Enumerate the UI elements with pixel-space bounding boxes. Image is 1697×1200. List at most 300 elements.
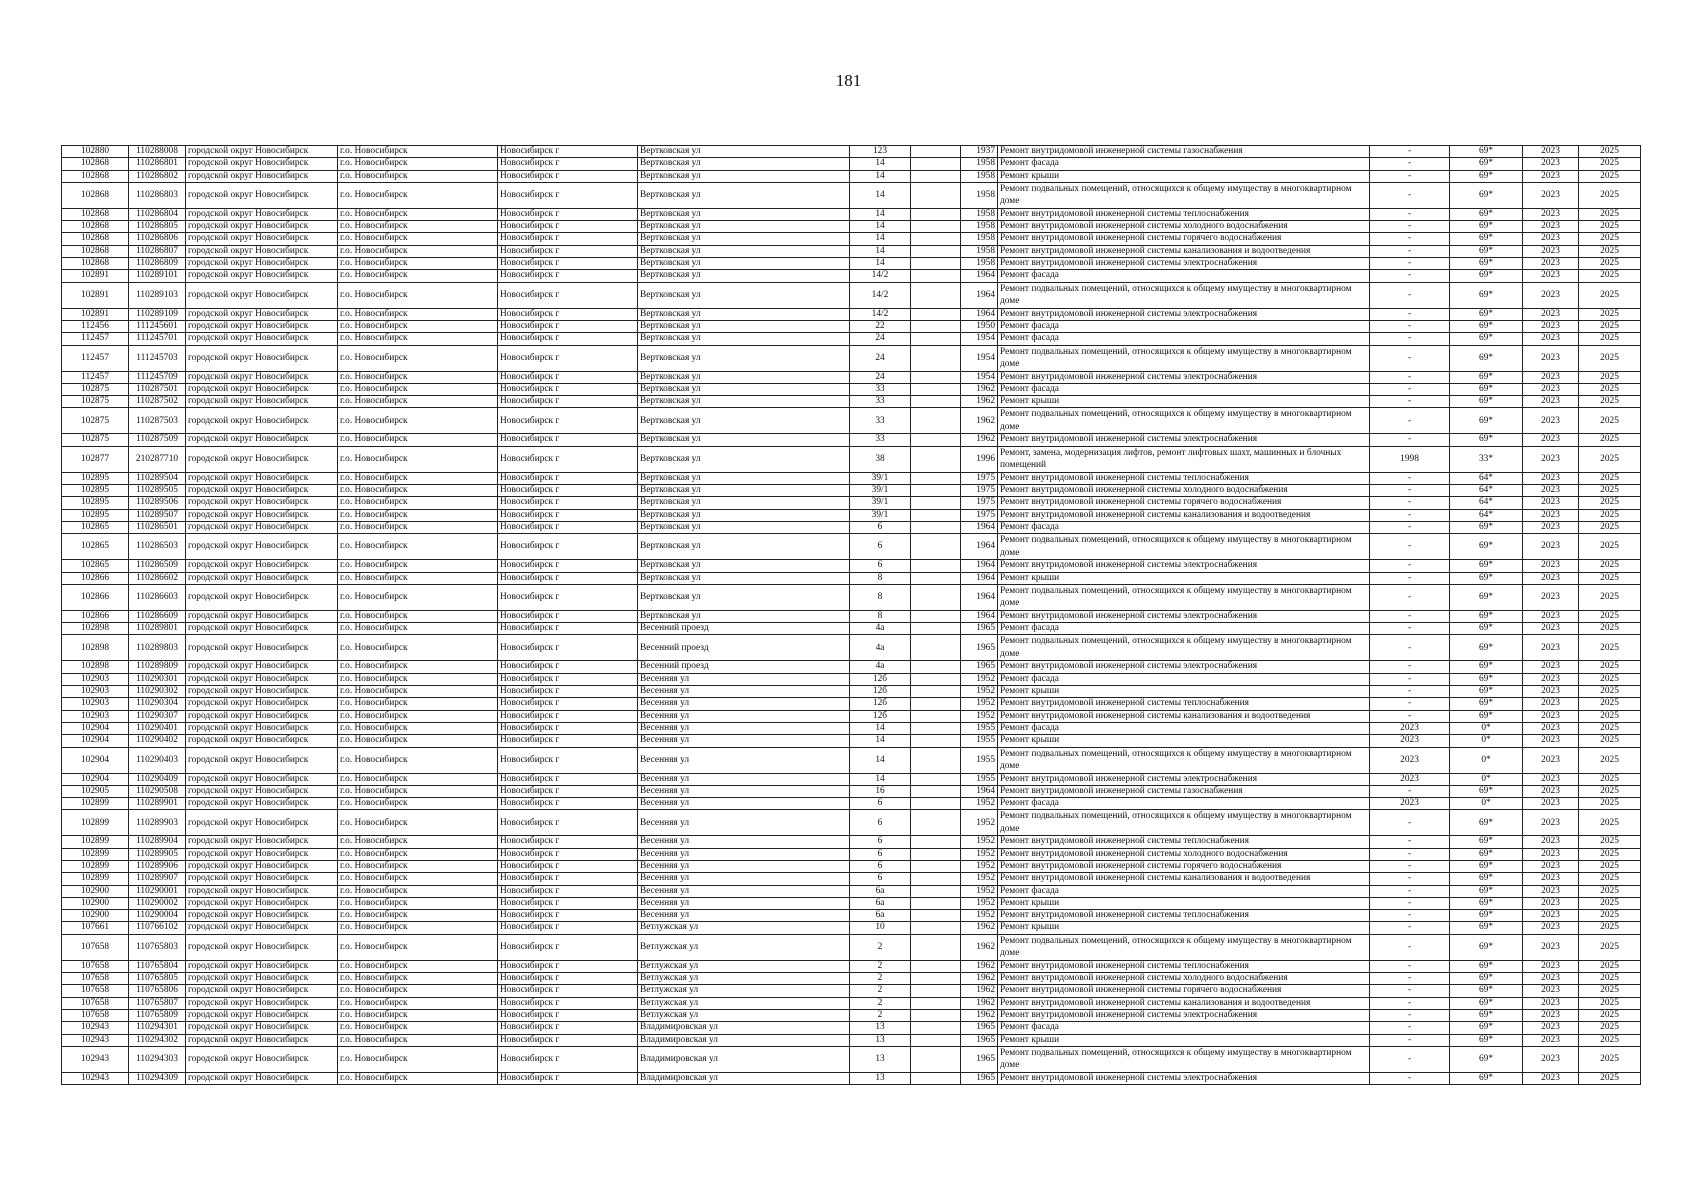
cell-locality: Новосибирск г (498, 221, 638, 233)
cell-house-id: 107658 (62, 1009, 129, 1021)
cell-house-id: 102895 (62, 497, 129, 509)
cell-house-id: 112457 (62, 345, 129, 371)
cell-plan-end-year: 2025 (1579, 208, 1641, 220)
cell-settlement: г.о. Новосибирск (338, 1034, 498, 1046)
cell-year-built: 1950 (961, 320, 998, 332)
cell-building (911, 1034, 961, 1046)
cell-house-number: 14 (850, 158, 911, 170)
cell-house-id: 102943 (62, 1022, 129, 1034)
cell-settlement: г.о. Новосибирск (338, 934, 498, 960)
cell-work-type: Ремонт внутридомовой инженерной системы электроснабжения (998, 1009, 1370, 1021)
cell-locality: Новосибирск г (498, 1034, 638, 1046)
cell-locality: Новосибирск г (498, 860, 638, 872)
cell-settlement: г.о. Новосибирск (338, 960, 498, 972)
cell-plan-end-year: 2025 (1579, 170, 1641, 182)
cell-house-number: 4а (850, 623, 911, 635)
cell-year-built: 1962 (961, 985, 998, 997)
cell-building (911, 233, 961, 245)
cell-settlement: г.о. Новосибирск (338, 182, 498, 208)
cell-street: Весенняя ул (638, 798, 850, 810)
cell-plan-start-year: 2023 (1523, 910, 1579, 922)
cell-house-number: 14/2 (850, 282, 911, 308)
cell-last-repair-year: - (1370, 848, 1450, 860)
cell-last-repair-year: - (1370, 497, 1450, 509)
cell-last-repair-year: - (1370, 158, 1450, 170)
cell-work-id: 110290508 (129, 785, 186, 797)
cell-year-built: 1962 (961, 408, 998, 434)
cell-plan-end-year: 2025 (1579, 308, 1641, 320)
cell-work-type: Ремонт фасада (998, 320, 1370, 332)
cell-plan-end-year: 2025 (1579, 973, 1641, 985)
cell-last-repair-year: 2023 (1370, 735, 1450, 747)
cell-work-id: 110286503 (129, 534, 186, 560)
table-row (62, 221, 1641, 233)
cell-work-id: 110290409 (129, 773, 186, 785)
cell-year-built: 1952 (961, 710, 998, 722)
cell-year-built: 1952 (961, 836, 998, 848)
cell-house-id: 102895 (62, 485, 129, 497)
cell-wear-percent: 69* (1450, 245, 1523, 257)
cell-street: Весенняя ул (638, 735, 850, 747)
cell-house-number: 6 (850, 873, 911, 885)
cell-municipal-district: городской округ Новосибирск (186, 345, 338, 371)
cell-locality: Новосибирск г (498, 383, 638, 395)
cell-municipal-district: городской округ Новосибирск (186, 810, 338, 836)
cell-wear-percent: 69* (1450, 396, 1523, 408)
cell-settlement: г.о. Новосибирск (338, 747, 498, 773)
cell-street: Вертковская ул (638, 333, 850, 345)
cell-last-repair-year: - (1370, 233, 1450, 245)
cell-locality: Новосибирск г (498, 1009, 638, 1021)
table-row (62, 997, 1641, 1009)
cell-municipal-district: городской округ Новосибирск (186, 747, 338, 773)
cell-settlement: г.о. Новосибирск (338, 785, 498, 797)
cell-work-id: 111245703 (129, 345, 186, 371)
cell-municipal-district: городской округ Новосибирск (186, 897, 338, 909)
cell-municipal-district: городской округ Новосибирск (186, 1046, 338, 1072)
cell-plan-end-year: 2025 (1579, 810, 1641, 836)
cell-house-id: 102904 (62, 747, 129, 773)
cell-wear-percent: 69* (1450, 661, 1523, 673)
cell-last-repair-year: - (1370, 960, 1450, 972)
cell-work-type: Ремонт подвальных помещений, относящихся к общему имуществу в многоквартирном доме (998, 1046, 1370, 1072)
cell-municipal-district: городской округ Новосибирск (186, 1022, 338, 1034)
cell-street: Вертковская ул (638, 509, 850, 521)
cell-settlement: г.о. Новосибирск (338, 509, 498, 521)
cell-house-id: 102895 (62, 509, 129, 521)
cell-house-number: 33 (850, 396, 911, 408)
cell-plan-start-year: 2023 (1523, 985, 1579, 997)
cell-street: Ветлужская ул (638, 997, 850, 1009)
cell-house-id: 102943 (62, 1072, 129, 1084)
cell-building (911, 146, 961, 158)
cell-plan-end-year: 2025 (1579, 383, 1641, 395)
cell-building (911, 885, 961, 897)
table-row (62, 434, 1641, 446)
table-row (62, 1009, 1641, 1021)
cell-building (911, 521, 961, 533)
cell-plan-start-year: 2023 (1523, 635, 1579, 661)
cell-settlement: г.о. Новосибирск (338, 698, 498, 710)
cell-settlement: г.о. Новосибирск (338, 623, 498, 635)
cell-house-id: 102900 (62, 910, 129, 922)
cell-building (911, 922, 961, 934)
cell-locality: Новосибирск г (498, 560, 638, 572)
cell-municipal-district: городской округ Новосибирск (186, 308, 338, 320)
cell-year-built: 1955 (961, 773, 998, 785)
cell-year-built: 1958 (961, 158, 998, 170)
cell-building (911, 698, 961, 710)
cell-building (911, 1046, 961, 1072)
cell-year-built: 1958 (961, 221, 998, 233)
cell-house-id: 102868 (62, 182, 129, 208)
cell-plan-end-year: 2025 (1579, 910, 1641, 922)
table-row (62, 333, 1641, 345)
cell-house-id: 102880 (62, 146, 129, 158)
cell-municipal-district: городской округ Новосибирск (186, 1072, 338, 1084)
cell-settlement: г.о. Новосибирск (338, 661, 498, 673)
cell-plan-start-year: 2023 (1523, 282, 1579, 308)
cell-settlement: г.о. Новосибирск (338, 686, 498, 698)
cell-year-built: 1955 (961, 735, 998, 747)
cell-settlement: г.о. Новосибирск (338, 673, 498, 685)
cell-building (911, 509, 961, 521)
cell-settlement: г.о. Новосибирск (338, 1022, 498, 1034)
cell-building (911, 710, 961, 722)
cell-work-type: Ремонт подвальных помещений, относящихся к общему имуществу в многоквартирном доме (998, 747, 1370, 773)
cell-street: Вертковская ул (638, 534, 850, 560)
cell-locality: Новосибирск г (498, 960, 638, 972)
cell-year-built: 1965 (961, 623, 998, 635)
cell-house-number: 14/2 (850, 270, 911, 282)
cell-house-id: 102904 (62, 722, 129, 734)
cell-work-type: Ремонт крыши (998, 396, 1370, 408)
cell-building (911, 610, 961, 622)
cell-last-repair-year: - (1370, 434, 1450, 446)
cell-wear-percent: 69* (1450, 1072, 1523, 1084)
cell-last-repair-year: - (1370, 221, 1450, 233)
cell-last-repair-year: - (1370, 686, 1450, 698)
table-row (62, 873, 1641, 885)
cell-last-repair-year: - (1370, 610, 1450, 622)
cell-municipal-district: городской округ Новосибирск (186, 270, 338, 282)
table-row (62, 747, 1641, 773)
cell-municipal-district: городской округ Новосибирск (186, 146, 338, 158)
cell-building (911, 560, 961, 572)
cell-year-built: 1952 (961, 673, 998, 685)
cell-wear-percent: 69* (1450, 897, 1523, 909)
cell-house-number: 6 (850, 860, 911, 872)
cell-plan-end-year: 2025 (1579, 572, 1641, 584)
cell-building (911, 396, 961, 408)
cell-building (911, 1072, 961, 1084)
cell-house-number: 4а (850, 635, 911, 661)
cell-municipal-district: городской округ Новосибирск (186, 446, 338, 472)
cell-house-number: 6а (850, 910, 911, 922)
cell-plan-end-year: 2025 (1579, 282, 1641, 308)
cell-work-id: 110289905 (129, 848, 186, 860)
cell-house-id: 102868 (62, 245, 129, 257)
cell-wear-percent: 64* (1450, 509, 1523, 521)
cell-locality: Новосибирск г (498, 485, 638, 497)
table-row (62, 497, 1641, 509)
cell-house-id: 107658 (62, 985, 129, 997)
cell-house-number: 123 (850, 146, 911, 158)
cell-plan-end-year: 2025 (1579, 333, 1641, 345)
cell-house-number: 12б (850, 686, 911, 698)
cell-locality: Новосибирск г (498, 521, 638, 533)
cell-work-type: Ремонт крыши (998, 170, 1370, 182)
cell-last-repair-year: - (1370, 885, 1450, 897)
cell-wear-percent: 69* (1450, 158, 1523, 170)
cell-plan-start-year: 2023 (1523, 396, 1579, 408)
table-row (62, 1046, 1641, 1072)
cell-plan-start-year: 2023 (1523, 371, 1579, 383)
cell-street: Вертковская ул (638, 610, 850, 622)
cell-street: Весенняя ул (638, 773, 850, 785)
cell-wear-percent: 0* (1450, 747, 1523, 773)
cell-year-built: 1962 (961, 997, 998, 1009)
cell-year-built: 1965 (961, 1046, 998, 1072)
cell-building (911, 973, 961, 985)
cell-wear-percent: 69* (1450, 698, 1523, 710)
cell-building (911, 434, 961, 446)
cell-locality: Новосибирск г (498, 610, 638, 622)
table-row (62, 383, 1641, 395)
cell-year-built: 1964 (961, 308, 998, 320)
cell-wear-percent: 69* (1450, 282, 1523, 308)
cell-municipal-district: городской округ Новосибирск (186, 560, 338, 572)
cell-last-repair-year: - (1370, 320, 1450, 332)
cell-last-repair-year: - (1370, 245, 1450, 257)
cell-last-repair-year: - (1370, 810, 1450, 836)
cell-locality: Новосибирск г (498, 534, 638, 560)
cell-house-id: 102899 (62, 798, 129, 810)
cell-municipal-district: городской округ Новосибирск (186, 960, 338, 972)
cell-year-built: 1954 (961, 371, 998, 383)
table-row (62, 610, 1641, 622)
cell-plan-end-year: 2025 (1579, 560, 1641, 572)
cell-street: Весенняя ул (638, 698, 850, 710)
cell-locality: Новосибирск г (498, 345, 638, 371)
cell-last-repair-year: - (1370, 973, 1450, 985)
cell-house-number: 33 (850, 434, 911, 446)
cell-street: Весенняя ул (638, 686, 850, 698)
cell-plan-end-year: 2025 (1579, 1034, 1641, 1046)
cell-settlement: г.о. Новосибирск (338, 1072, 498, 1084)
cell-year-built: 1962 (961, 434, 998, 446)
cell-wear-percent: 69* (1450, 320, 1523, 332)
cell-locality: Новосибирск г (498, 885, 638, 897)
cell-street: Вертковская ул (638, 182, 850, 208)
cell-settlement: г.о. Новосибирск (338, 560, 498, 572)
cell-last-repair-year: - (1370, 485, 1450, 497)
cell-work-id: 110287501 (129, 383, 186, 395)
cell-work-id: 110286804 (129, 208, 186, 220)
table-row (62, 158, 1641, 170)
cell-street: Вертковская ул (638, 434, 850, 446)
cell-wear-percent: 69* (1450, 270, 1523, 282)
cell-municipal-district: городской округ Новосибирск (186, 170, 338, 182)
cell-plan-end-year: 2025 (1579, 182, 1641, 208)
cell-plan-end-year: 2025 (1579, 698, 1641, 710)
cell-plan-end-year: 2025 (1579, 785, 1641, 797)
cell-house-number: 13 (850, 1046, 911, 1072)
cell-municipal-district: городской округ Новосибирск (186, 371, 338, 383)
cell-settlement: г.о. Новосибирск (338, 383, 498, 395)
cell-street: Весенняя ул (638, 747, 850, 773)
cell-plan-end-year: 2025 (1579, 509, 1641, 521)
cell-plan-start-year: 2023 (1523, 208, 1579, 220)
cell-year-built: 1964 (961, 521, 998, 533)
table-row (62, 446, 1641, 472)
cell-street: Ветлужская ул (638, 934, 850, 960)
cell-wear-percent: 69* (1450, 610, 1523, 622)
cell-street: Вертковская ул (638, 146, 850, 158)
cell-settlement: г.о. Новосибирск (338, 258, 498, 270)
cell-last-repair-year: - (1370, 897, 1450, 909)
cell-house-id: 102868 (62, 258, 129, 270)
cell-house-number: 39/1 (850, 497, 911, 509)
table-row (62, 934, 1641, 960)
cell-house-id: 112457 (62, 371, 129, 383)
cell-house-number: 6 (850, 810, 911, 836)
cell-plan-start-year: 2023 (1523, 773, 1579, 785)
cell-work-id: 110765803 (129, 934, 186, 960)
cell-settlement: г.о. Новосибирск (338, 521, 498, 533)
cell-last-repair-year: - (1370, 661, 1450, 673)
cell-house-id: 102866 (62, 584, 129, 610)
cell-building (911, 485, 961, 497)
cell-work-type: Ремонт внутридомовой инженерной системы теплоснабжения (998, 698, 1370, 710)
cell-year-built: 1952 (961, 798, 998, 810)
cell-settlement: г.о. Новосибирск (338, 710, 498, 722)
cell-year-built: 1955 (961, 747, 998, 773)
table-row (62, 320, 1641, 332)
cell-municipal-district: городской округ Новосибирск (186, 910, 338, 922)
cell-plan-start-year: 2023 (1523, 873, 1579, 885)
cell-wear-percent: 0* (1450, 798, 1523, 810)
cell-building (911, 408, 961, 434)
cell-plan-end-year: 2025 (1579, 623, 1641, 635)
cell-municipal-district: городской округ Новосибирск (186, 396, 338, 408)
cell-work-id: 110286803 (129, 182, 186, 208)
cell-street: Вертковская ул (638, 521, 850, 533)
cell-locality: Новосибирск г (498, 973, 638, 985)
cell-plan-start-year: 2023 (1523, 408, 1579, 434)
cell-last-repair-year: - (1370, 333, 1450, 345)
cell-house-number: 2 (850, 1009, 911, 1021)
table-row (62, 245, 1641, 257)
cell-locality: Новосибирск г (498, 985, 638, 997)
cell-municipal-district: городской округ Новосибирск (186, 735, 338, 747)
cell-house-number: 6 (850, 560, 911, 572)
cell-settlement: г.о. Новосибирск (338, 333, 498, 345)
cell-settlement: г.о. Новосибирск (338, 910, 498, 922)
cell-plan-end-year: 2025 (1579, 233, 1641, 245)
cell-municipal-district: городской округ Новосибирск (186, 584, 338, 610)
cell-house-id: 102875 (62, 396, 129, 408)
cell-wear-percent: 69* (1450, 922, 1523, 934)
cell-plan-end-year: 2025 (1579, 1022, 1641, 1034)
cell-plan-start-year: 2023 (1523, 710, 1579, 722)
table-row (62, 396, 1641, 408)
cell-work-type: Ремонт внутридомовой инженерной системы теплоснабжения (998, 208, 1370, 220)
cell-locality: Новосибирск г (498, 282, 638, 308)
cell-street: Весенняя ул (638, 873, 850, 885)
cell-work-id: 110289505 (129, 485, 186, 497)
cell-plan-start-year: 2023 (1523, 934, 1579, 960)
cell-last-repair-year: - (1370, 308, 1450, 320)
cell-street: Вертковская ул (638, 485, 850, 497)
cell-settlement: г.о. Новосибирск (338, 308, 498, 320)
cell-settlement: г.о. Новосибирск (338, 221, 498, 233)
cell-wear-percent: 69* (1450, 873, 1523, 885)
cell-plan-end-year: 2025 (1579, 710, 1641, 722)
cell-plan-end-year: 2025 (1579, 773, 1641, 785)
cell-municipal-district: городской округ Новосибирск (186, 934, 338, 960)
cell-wear-percent: 69* (1450, 785, 1523, 797)
cell-work-id: 110289904 (129, 836, 186, 848)
cell-wear-percent: 69* (1450, 383, 1523, 395)
cell-work-type: Ремонт внутридомовой инженерной системы электроснабжения (998, 371, 1370, 383)
table-row (62, 182, 1641, 208)
cell-building (911, 897, 961, 909)
cell-house-number: 12б (850, 710, 911, 722)
table-row (62, 534, 1641, 560)
cell-house-number: 24 (850, 345, 911, 371)
cell-building (911, 497, 961, 509)
cell-year-built: 1958 (961, 233, 998, 245)
cell-building (911, 722, 961, 734)
table-row (62, 623, 1641, 635)
cell-work-type: Ремонт внутридомовой инженерной системы канализования и водоотведения (998, 997, 1370, 1009)
cell-building (911, 270, 961, 282)
cell-settlement: г.о. Новосибирск (338, 572, 498, 584)
cell-locality: Новосибирск г (498, 320, 638, 332)
cell-house-number: 14 (850, 258, 911, 270)
cell-last-repair-year: - (1370, 146, 1450, 158)
table-row (62, 170, 1641, 182)
table-row (62, 773, 1641, 785)
cell-house-id: 102891 (62, 282, 129, 308)
cell-building (911, 836, 961, 848)
table-row (62, 635, 1641, 661)
table-row (62, 710, 1641, 722)
table-row (62, 509, 1641, 521)
cell-street: Вертковская ул (638, 233, 850, 245)
cell-work-type: Ремонт подвальных помещений, относящихся к общему имуществу в многоквартирном доме (998, 584, 1370, 610)
cell-house-number: 22 (850, 320, 911, 332)
cell-year-built: 1958 (961, 182, 998, 208)
cell-municipal-district: городской округ Новосибирск (186, 997, 338, 1009)
cell-plan-end-year: 2025 (1579, 245, 1641, 257)
cell-house-number: 12б (850, 698, 911, 710)
cell-plan-start-year: 2023 (1523, 333, 1579, 345)
cell-plan-end-year: 2025 (1579, 1046, 1641, 1072)
cell-wear-percent: 69* (1450, 534, 1523, 560)
cell-work-type: Ремонт внутридомовой инженерной системы электроснабжения (998, 1072, 1370, 1084)
cell-plan-start-year: 2023 (1523, 623, 1579, 635)
table-row (62, 698, 1641, 710)
cell-work-type: Ремонт внутридомовой инженерной системы холодного водоснабжения (998, 485, 1370, 497)
cell-last-repair-year: - (1370, 509, 1450, 521)
cell-municipal-district: городской округ Новосибирск (186, 873, 338, 885)
cell-house-id: 102899 (62, 836, 129, 848)
cell-wear-percent: 33* (1450, 446, 1523, 472)
cell-house-number: 33 (850, 408, 911, 434)
cell-settlement: г.о. Новосибирск (338, 446, 498, 472)
